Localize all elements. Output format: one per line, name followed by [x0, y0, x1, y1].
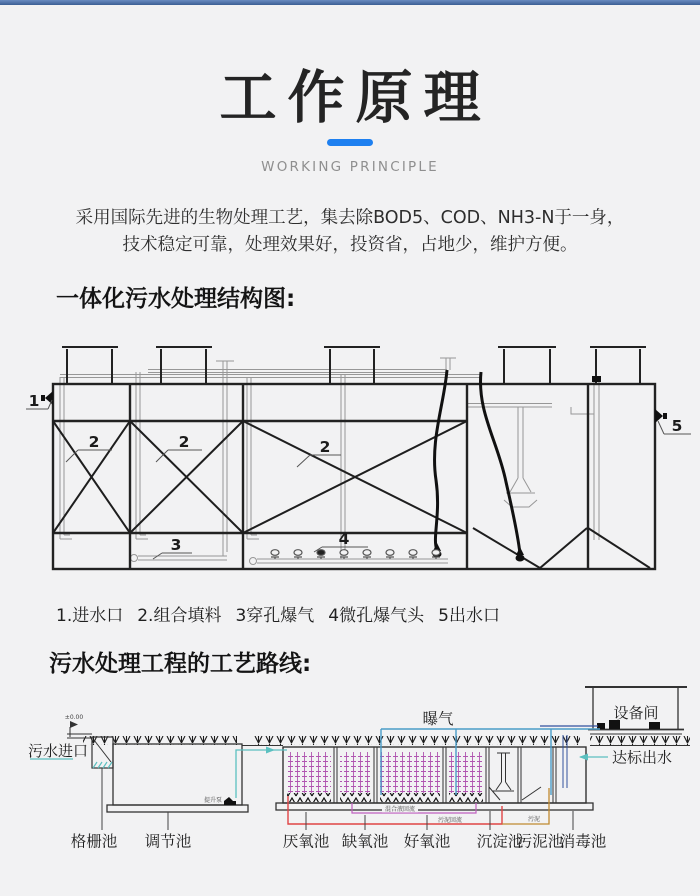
structure-heading: 一体化污水处理结构图: [56, 286, 296, 312]
grid-screen-hatch [93, 762, 112, 768]
process-flow-diagram [0, 680, 700, 896]
legend-item-packing: 2.组合填料 [137, 606, 222, 626]
tank-label-anaerobic: 厌氧池 [282, 832, 330, 851]
elevation-marker [65, 714, 92, 738]
callout-2c: 2 [319, 438, 331, 456]
equipment-room-label: 设备间 [613, 704, 659, 722]
legend-item-micropore-head: 4微孔爆气头 [328, 606, 425, 626]
flow-arrow [266, 747, 275, 754]
structure-legend [56, 601, 500, 626]
inlet-label: 污水进口 [28, 742, 89, 760]
intro-line-1: 采用国际先进的生物处理工艺，集去除BOD5、COD、NH3-N于一身， [75, 208, 625, 228]
page-title: 工作原理 [219, 65, 492, 131]
tank-label-sludge: 污泥池 [516, 832, 564, 851]
packing-cross-braces [53, 421, 650, 568]
air-hoses [435, 370, 520, 554]
lift-pump [224, 797, 236, 805]
sludge-return-label: 污泥回流 [437, 817, 463, 824]
legend-item-outlet: 5出水口 [438, 606, 500, 626]
lift-pump-label: 提升泵 [203, 797, 222, 804]
callout-4: 4 [338, 530, 350, 548]
tank-label-aerobic: 好氧池 [403, 832, 451, 851]
equipment-room [585, 687, 687, 734]
callout-2b: 2 [178, 433, 190, 451]
callout-1: 1 [28, 392, 40, 410]
outflow-label: 达标出水 [612, 748, 673, 767]
bottom-diffusers [287, 793, 483, 802]
top-accent-bar [0, 0, 700, 5]
callout-5: 5 [671, 417, 683, 435]
regulation-tank [107, 744, 248, 812]
sludge-pipe-label: 污泥 [527, 816, 541, 823]
structure-diagram [0, 330, 700, 580]
aeration-heads [271, 550, 440, 559]
tank-label-regulation: 调节池 [144, 832, 192, 851]
tank-label-anoxic: 缺氧池 [341, 832, 389, 851]
title-accent-dash [327, 139, 373, 146]
callout-2a: 2 [88, 433, 100, 451]
biofilm-packing [287, 752, 483, 793]
aeration-label: 曝气 [422, 710, 454, 728]
tank-label-disinfection: 消毒池 [559, 832, 607, 851]
tank-label-sedimentation: 沉淀池 [476, 832, 524, 851]
elevation-label: ±0.00 [64, 714, 84, 721]
sludge-transfer-line [502, 788, 549, 824]
clarifier-internals [489, 753, 541, 800]
page-subtitle: WORKING PRINCIPLE [261, 159, 439, 175]
legend-item-perforated-aeration: 3穿孔爆气 [235, 606, 315, 626]
intro-line-2: 技术稳定可靠，处理效果好，投资省，占地少，维护方便。 [122, 234, 578, 255]
callout-3: 3 [170, 536, 182, 554]
intro-paragraph [0, 205, 700, 258]
tank-label-grid: 格栅池 [70, 832, 118, 851]
outflow-arrow [579, 754, 588, 761]
vent-stubs [62, 347, 646, 384]
legend-item-inlet: 1.进水口 [56, 606, 124, 626]
integrated-tank [276, 735, 593, 810]
mixed-return-label: 混合液回流 [384, 806, 416, 813]
process-heading: 污水处理工程的工艺路线: [49, 651, 312, 677]
